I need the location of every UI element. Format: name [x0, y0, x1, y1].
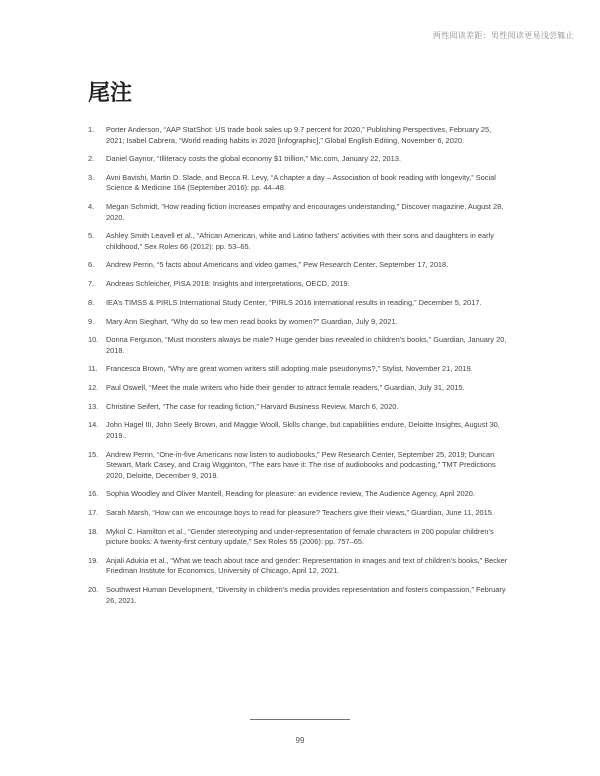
endnote-item: [88, 527, 508, 548]
endnote-text: Donna Ferguson, “Must monsters always be male? Huge gender bias revealed in children’s books,” Guardian, January 20, 2018.: [106, 335, 507, 355]
endnote-item: [88, 202, 508, 223]
endnote-item: [88, 298, 508, 309]
endnote-text: Francesca Brown, “Why are great women writers still adopting male pseudonyms?,” Stylist, November 21, 2019.: [106, 364, 473, 374]
endnote-item: [88, 317, 508, 328]
endnote-item: [88, 508, 508, 519]
endnote-item: [88, 556, 508, 577]
endnote-text: Southwest Human Development, “Diversity in children’s media provides representation and fosters compassion,” February 26, 2021.: [106, 585, 506, 605]
endnote-number: 12.: [88, 383, 99, 393]
endnote-item: [88, 231, 508, 252]
endnote-item: [88, 585, 508, 606]
endnote-text: Sarah Marsh, “How can we encourage boys to read for pleasure? Teachers give their views,” Guardian, June 11, 2015.: [106, 508, 494, 517]
endnote-number: 10.: [88, 335, 99, 345]
endnote-text: Anjali Adukia et al., “What we teach about race and gender: Representation in images and text of children’s books,” Becker Friedman Institute for Economics, University of Chicago, April 12, 2021.: [106, 555, 508, 576]
endnote-text: Mykol C. Hamilton et al., “Gender stereotyping and under-representation of female characters in 200 popular children’s picture books: A twenty-first century update,” Sex Roles 55 (2006): pp. 757–65.: [106, 526, 494, 547]
endnote-text: Paul Oswell, “Meet the male writers who hide their gender to attract female readers,” Guardian, July 31, 2015.: [106, 383, 465, 393]
endnote-text: John Hagel III, John Seely Brown, and Maggie Wooll, Skills change, but capabilities endure, Deloitte Insights, August 30, 2019..: [106, 420, 500, 440]
endnote-item: [88, 335, 508, 356]
endnote-number: 6.: [88, 260, 95, 270]
endnote-text: IEA’s TIMSS & PIRLS International Study Center, “PIRLS 2016 international results in reading,” December 5, 2017.: [106, 297, 482, 307]
endnote-number: 14.: [88, 420, 99, 430]
endnote-item: [88, 173, 508, 194]
endnote-number: 5.: [88, 231, 95, 241]
endnote-number: 19.: [88, 555, 99, 565]
endnote-text: Avni Bavishi, Martin D. Slade, and Becca R. Levy, “A chapter a day – Association of book reading with longevity,” Social Science & Medicine 164 (September 2016): pp. 44–48.: [106, 172, 496, 193]
endnote-item: [88, 402, 508, 413]
endnote-number: 3.: [88, 172, 95, 182]
endnote-item: [88, 420, 508, 441]
endnote-item: [88, 383, 508, 394]
endnote-item: [88, 364, 508, 375]
running-header: 两性阅读差距：男性阅读更易浅尝辄止: [432, 31, 574, 40]
endnote-item: [88, 260, 508, 271]
page-title: 尾注: [88, 81, 133, 106]
endnote-text: Andreas Schleicher, PISA 2018: Insights and interpretations, OECD, 2019.: [106, 279, 350, 289]
endnote-number: 13.: [88, 401, 99, 411]
endnote-number: 16.: [88, 489, 99, 499]
endnote-number: 17.: [88, 508, 99, 517]
endnote-item: [88, 279, 508, 290]
endnote-text: Porter Anderson, “AAP StatShot: US trade book sales up 9.7 percent for 2020,” Publishing Perspectives, February 25, 2021; Isabel Cabrera, “World reading habits in 2020 [Infographic],” Global English Editing, November 6, 2020.: [106, 125, 492, 145]
endnote-text: Daniel Gaynor, “Illiteracy costs the global economy $1 trillion,” Mic.com, January 22, 2013.: [106, 154, 401, 164]
endnote-item: [88, 125, 508, 146]
endnote-item: [88, 154, 508, 165]
footer-divider: [250, 719, 350, 720]
endnote-item: [88, 450, 508, 482]
endnote-number: 15.: [88, 449, 99, 459]
endnotes-list: [88, 125, 508, 614]
endnote-number: 2.: [88, 154, 95, 164]
endnote-number: 1.: [88, 125, 95, 134]
endnote-number: 11.: [88, 364, 98, 374]
endnote-text: Mary Ann Sieghart, “Why do so few men read books by women?” Guardian, July 9, 2021.: [106, 316, 398, 326]
endnote-number: 8.: [88, 297, 95, 307]
endnote-text: Ashley Smith Leavell et al., “African American, white and Latino fathers’ activities with their sons and daughters in early childhood,” Sex Roles 66 (2012): pp. 53–65.: [106, 231, 494, 251]
endnote-number: 20.: [88, 585, 99, 595]
endnote-number: 7.: [88, 279, 95, 289]
endnote-text: Andrew Perrin, “One-in-five Americans now listen to audiobooks,” Pew Research Center, September 25, 2019; Duncan Stewart, Mark Casey, and Craig Wigginton, “The ears have it: The rise of audiobooks and podcasting,” TMT Predictions 2020, Deloitte, December 9, 2019.: [106, 449, 496, 480]
endnote-number: 9.: [88, 316, 95, 326]
endnote-text: Megan Schmidt, “How reading fiction increases empathy and encourages understanding,” Discover magazine, August 28, 2020.: [106, 202, 504, 222]
endnote-item: [88, 489, 508, 500]
page-number: 99: [295, 736, 305, 745]
endnote-text: Sophia Woodley and Oliver Mantell, Reading for pleasure: an evidence review, The Audience Agency, April 2020.: [106, 489, 475, 499]
endnote-text: Andrew Perrin, “5 facts about Americans and video games,” Pew Research Center, September 17, 2018.: [106, 260, 449, 270]
endnote-number: 4.: [88, 202, 95, 212]
endnote-text: Christine Seifert, “The case for reading fiction,” Harvard Business Review, March 6, 2020.: [106, 401, 399, 411]
endnote-number: 18.: [88, 526, 99, 536]
